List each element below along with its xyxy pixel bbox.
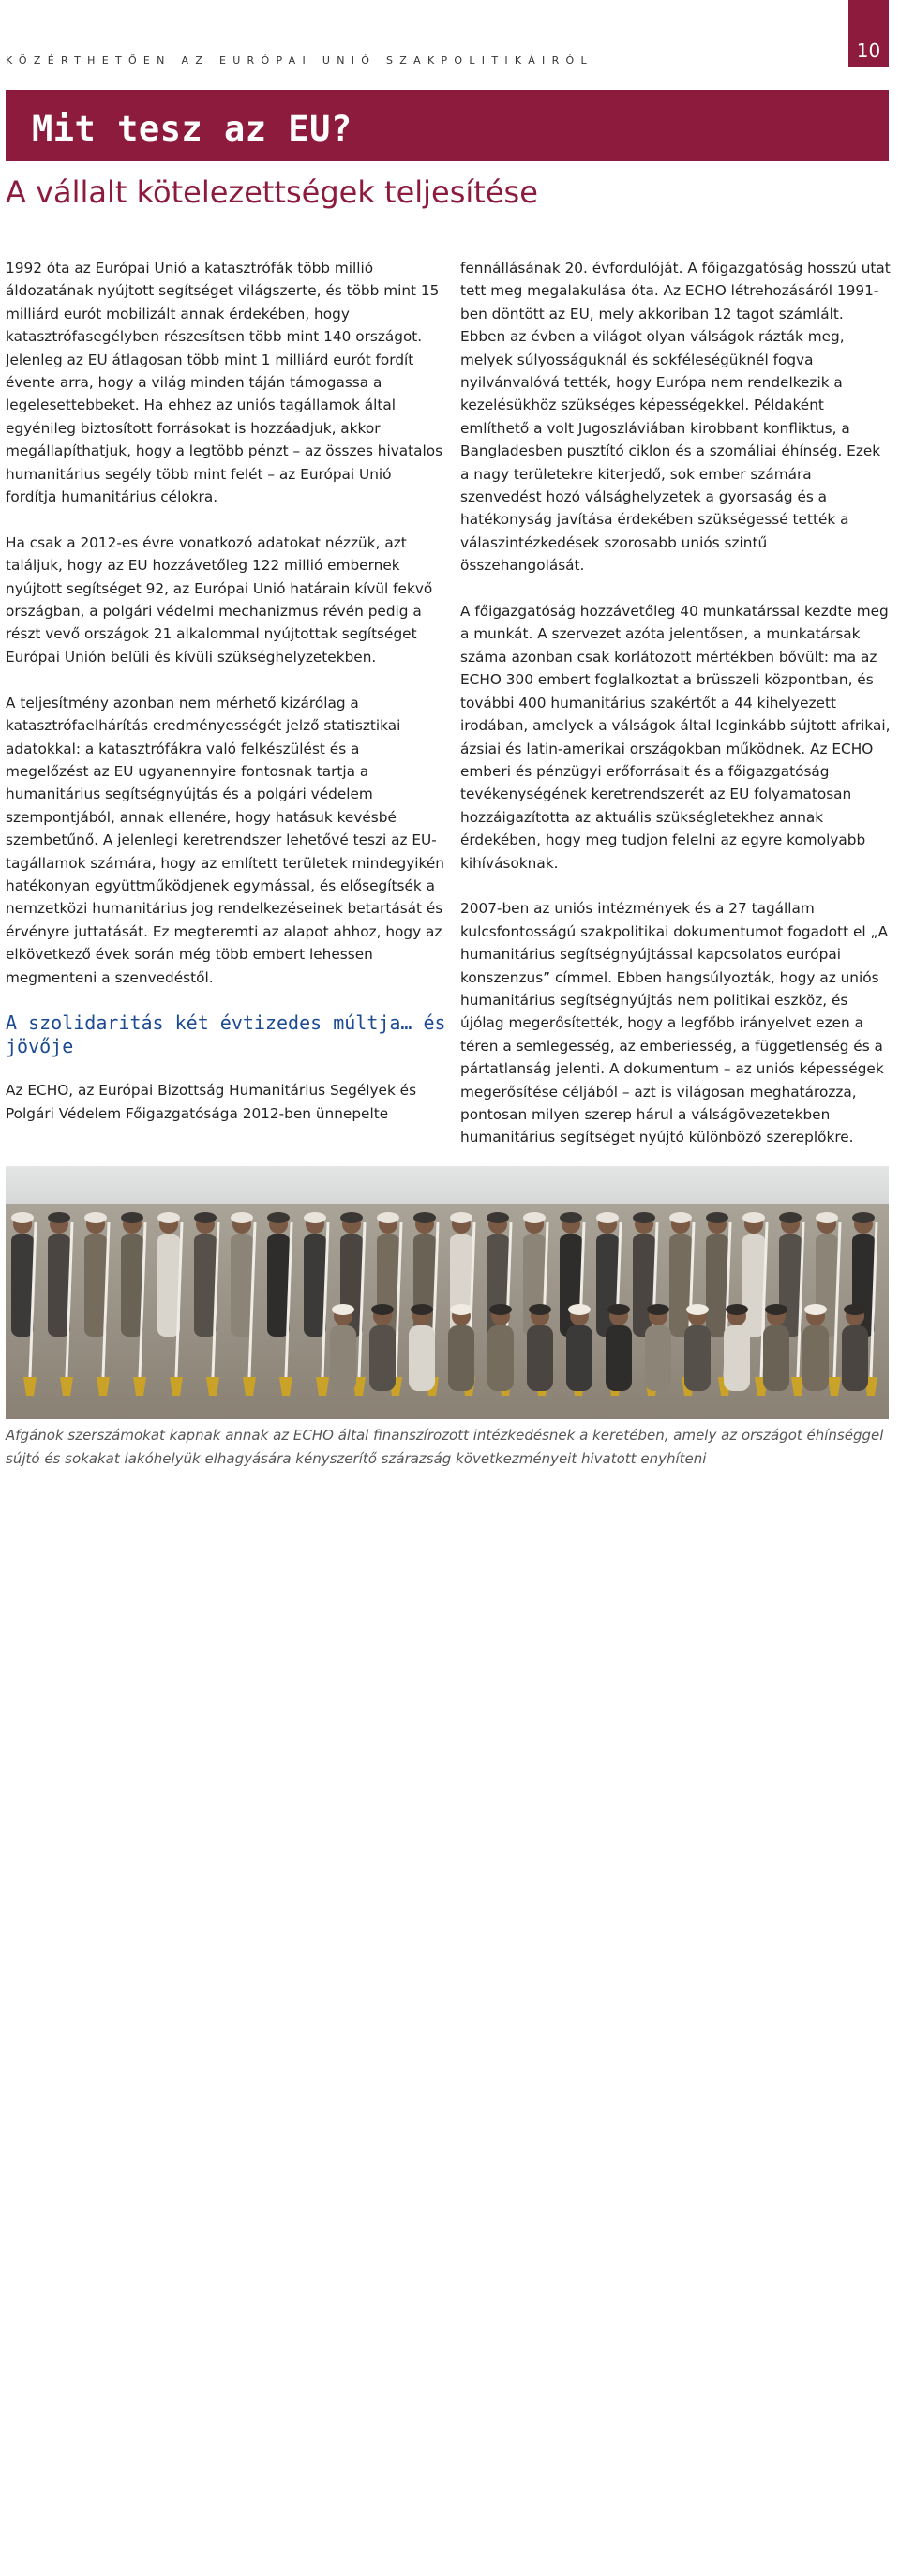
left-paragraph-3: A teljesítmény azonban nem mérhető kizárólag a katasztrófaelhárítás eredményességét jelző statisztikai adatokkal: a katasztrófákra való felkészülést és a megelőzést az EU ugyanennyire fontosnak tartja a humanitárius segítségnyújtás és a polgári védelem szempontjából, annak ellenére, hogy hatásuk kevésbé szembetűnő. A jelenlegi keretrendszer lehetővé teszi az EU-tagállamok számára, hogy az említett területek mindegyikén hatékonyan együttműködjenek egymással, és elősegítsék a nemzetközi humanitárius jog rendelkezéseinek betartását és érvényre juttatását. Ez megteremti az alapot ahhoz, hogy az elkövetkező évek során még több embert lehessen megmenteni a szenvedéstől.	[6, 694, 444, 986]
photo-credit: © Európai Unió	[19, 2489, 32, 2576]
section-title-bar	[6, 90, 889, 161]
left-paragraph-1: 1992 óta az Európai Unió a katasztrófák több millió áldozatának nyújtott segítséget világszerte, és több mint 15 milliárd eurót mobilizált annak érdekében, hogy katasztrófasegélyben részesítsen több mint 140 országot. Jelenleg az EU átlagosan több mint 1 milliárd eurót fordít évente arra, hogy a világ minden táján támogassa a legelesettebbeket. Ha ehhez az uniós tagállamok által egyénileg biztosított forrásokat is hozzáadjuk, akkor megállapíthatjuk, hogy a legtöbb pénzt – az összes hivatalos humanitárius segély több mint felét – az Európai Unió fordítja humanitárius célokra.	[6, 260, 443, 506]
page-subtitle: A vállalt kötelezettségek teljesítése	[6, 174, 538, 210]
right-column	[460, 257, 892, 1172]
section-title: Mit tesz az EU?	[32, 109, 352, 149]
photo-illustration	[6, 1166, 889, 1419]
right-paragraph-1: fennállásának 20. évfordulóját. A főigazgatóság hosszú utat tett meg megalakulása óta. Az ECHO létrehozásáról 1991-ben döntött az EU, mely akkoriban 12 tagot számlált. Ebben az évben a világot olyan válságok rázták meg, melyek súlyosságuknál és sokféleségüknél fogva nyilvánvalóvá tették, hogy Európa nem rendelkezik a kezelésükhöz szükséges képességekkel. Példaként említhető a volt Jugoszláviában kirobbant konfliktus, a Bangladesben pusztító ciklon és a szomáliai éhínség. Ezek a nagy területekre kiterjedő, sok ember számára szenvedést hozó válsághelyzetek a gyorsaság és a hatékonyság javítása érdekében szükségessé tették a válaszintézkedések szorosabb uniós szintű összehangolását.	[460, 260, 891, 575]
left-paragraph-2: Ha csak a 2012-es évre vonatkozó adatokat nézzük, azt találjuk, hogy az EU hozzávetőleg 122 millió embernek nyújtott segítséget 92, az Európai Unió határain kívül fekvő országban, a polgári védelmi mechanizmus révén pedig a részt vevő országok 21 alkalommal nyújtottak segítséget Európai Unión belüli és kívüli szükséghelyzetekben.	[6, 533, 433, 666]
left-paragraph-4: Az ECHO, az Európai Bizottság Humanitárius Segélyek és Polgári Védelem Főigazgatósága 2012-ben ünnepelte	[6, 1082, 417, 1122]
running-title: KÖZÉRTHETŐEN AZ EURÓPAI UNIÓ SZAKPOLITIKÁIRÓL	[6, 54, 593, 67]
photo-caption: Afgánok szerszámokat kapnak annak az ECHO által finanszírozott intézkedésnek a keretében, amely az országot éhínséggel sújtó és sokakat lakóhelyük elhagyására kényszerítő szárazság következményeit hivatott enyhíteni	[6, 1427, 884, 1467]
page-number-tab	[848, 0, 889, 67]
solidarity-heading: A szolidaritás két évtizedes múltja… és jövője	[6, 1011, 446, 1058]
left-column	[6, 257, 446, 1148]
right-paragraph-2: A főigazgatóság hozzávetőleg 40 munkatárssal kezdte meg a munkát. A szervezet azóta jelentősen, a munkatársak száma azonban csak korlátozott mértékben bővült: ma az ECHO 300 embert foglalkoztat a brüsszeli központban, és további 400 humanitárius szakértőt a 44 kihelyezett irodában, amelyek a válságok által leginkább sújtott afrikai, ázsiai és latin-amerikai országokban működnek. Az ECHO emberi és pénzügyi erőforrásait és a főigazgatóság tevékenységének keretrendszerét az EU folyamatosan hozzáigazította az aktuális szükségletekhez annak érdekében, hogy meg tudjon felelni az egyre komolyabb kihívásoknak.	[460, 603, 891, 872]
page-number: 10	[856, 39, 881, 62]
right-paragraph-3: 2007-ben az uniós intézmények és a 27 tagállam kulcsfontosságú szakpolitikai dokumentumot fogadott el „A humanitárius segítségnyújtással kapcsolatos európai konszenzus” címmel. Ebben hangsúlyozták, hogy az uniós humanitárius segítségnyújtás nem politikai eszköz, és újólag megerősítették, hogy a legfőbb irányelvet ezen a téren a semlegesség, az emberiesség, a függetlenség és a pártatlanság jelenti. A dokumentum – az uniós képességek megerősítése céljából – azt is világosan meghatározza, pontosan milyen szerep hárul a válságövezetekben humanitárius segítséget nyújtó különböző szereplőkre.	[460, 900, 889, 1146]
